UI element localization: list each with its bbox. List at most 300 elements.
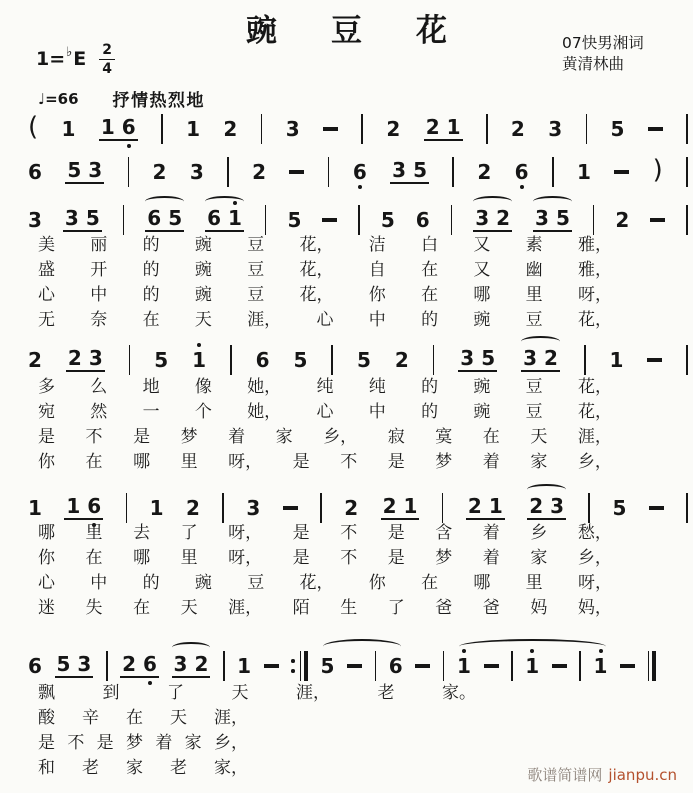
lyric-syllable: 哪: [38, 523, 55, 543]
lyric-syllable: 的: [142, 573, 160, 593]
time-signature: [99, 42, 115, 77]
note: 1: [594, 656, 608, 676]
music-system-2: [28, 143, 688, 197]
lyric-syllable: 寞: [435, 427, 453, 447]
lyric-syllable: 豆: [525, 310, 543, 330]
slur-arc: [205, 196, 244, 207]
dash-note: [650, 218, 665, 221]
lyric-syllable: 梦: [180, 427, 198, 447]
lyric-syllable: 呀，: [577, 573, 612, 593]
lyrics-row: [38, 706, 248, 731]
note: 5: [555, 206, 570, 230]
lyric-syllable: 豌: [194, 235, 212, 255]
lyric-syllable: 中: [90, 285, 108, 305]
time-signature-numerator: 2: [99, 42, 115, 60]
beam-group: [66, 348, 105, 372]
barline: [265, 205, 267, 235]
dash-note: [264, 664, 279, 667]
lyric-syllable: 心: [316, 310, 334, 330]
lyric-syllable: 花，: [299, 573, 334, 593]
barline: [686, 493, 688, 523]
lyric-syllable: 你: [38, 452, 55, 472]
lyric-syllable: 中: [368, 310, 386, 330]
lyric-syllable: 花，: [577, 402, 612, 422]
watermark-site-name: 歌谱简谱网: [527, 766, 603, 784]
dash-note: [552, 664, 567, 667]
lyric-syllable: 哪: [133, 452, 151, 472]
lyric-syllable: 在: [482, 427, 500, 447]
lyric-syllable: 梦: [435, 548, 453, 568]
slur-arc: [473, 196, 512, 207]
lyric-syllable: 豆: [247, 573, 265, 593]
note: 1: [576, 160, 591, 184]
barline: [452, 157, 454, 187]
note: 1: [237, 654, 252, 678]
note: 6: [353, 162, 367, 182]
barline: [223, 651, 225, 681]
note: 1: [61, 117, 76, 141]
beam-group: [533, 208, 572, 232]
note: 3: [460, 346, 475, 370]
barline: [320, 493, 322, 523]
note: 5: [293, 348, 308, 372]
barline: [586, 114, 588, 144]
slur-arc: [527, 484, 566, 495]
octave-dot-high: [197, 343, 201, 347]
barline: [128, 157, 130, 187]
lyric-syllable: 是: [96, 733, 114, 753]
beam-group: [466, 496, 505, 520]
barline: [686, 205, 688, 235]
note: 5: [380, 208, 395, 232]
lyric-syllable: 老: [82, 758, 99, 778]
lyric-syllable: 自: [368, 260, 386, 280]
note: 2: [122, 652, 137, 676]
note: 2: [394, 348, 409, 372]
note: 1: [186, 117, 200, 141]
open-paren: (: [28, 112, 39, 142]
dash-note: [648, 127, 663, 130]
barline: [451, 205, 453, 235]
repeat-dot: [291, 669, 295, 673]
lyric-syllable: 豆: [247, 235, 265, 255]
repeat-dot: [291, 659, 295, 663]
time-signature-denominator: 4: [102, 61, 113, 78]
lyrics-row: [38, 425, 612, 450]
note: 1: [192, 350, 206, 370]
metronome-mark: ♩=66: [38, 89, 79, 108]
lyric-syllable: 去: [133, 523, 151, 543]
lyric-syllable: 像: [194, 377, 212, 397]
barline: [227, 157, 229, 187]
lyrics-block-1: [38, 233, 612, 333]
barline: [361, 114, 363, 144]
lyric-syllable: 在: [142, 310, 160, 330]
beam-group: [55, 654, 94, 678]
lyric-syllable: 豌: [194, 573, 212, 593]
key-signature: [36, 42, 115, 77]
note: 3: [28, 208, 42, 232]
barline: [443, 651, 445, 681]
lyric-syllable: 飘: [38, 683, 55, 703]
lyric-syllable: 无: [38, 310, 55, 330]
dash-note: [323, 127, 338, 130]
barline: [161, 114, 163, 144]
note: 5: [320, 654, 335, 678]
barline: [230, 345, 232, 375]
lyric-syllable: 家，: [214, 758, 248, 778]
lyric-syllable: 不: [67, 733, 85, 753]
lyric-syllable: 素: [525, 235, 543, 255]
dash-note: [484, 664, 499, 667]
lyric-syllable: 老: [170, 758, 187, 778]
dash-note: [649, 506, 664, 509]
lyric-syllable: 呀，: [228, 523, 263, 543]
flat-sign: ♭: [66, 45, 73, 61]
note: 1: [66, 494, 81, 518]
note: 5: [356, 348, 371, 372]
beam-group: [65, 160, 104, 184]
lyric-syllable: 天: [170, 708, 187, 728]
lyric-syllable: 中: [90, 573, 108, 593]
lyric-syllable: 是: [387, 548, 405, 568]
lyrics-row: [38, 450, 612, 475]
lyric-syllable: 天: [194, 310, 212, 330]
lyric-syllable: 花，: [299, 235, 334, 255]
lyrics-row: [38, 521, 612, 546]
lyric-syllable: 然: [90, 402, 108, 422]
lyric-syllable: 美: [38, 235, 55, 255]
lyric-syllable: 着: [228, 427, 246, 447]
note: 5: [56, 652, 71, 676]
lyric-syllable: 你: [38, 548, 55, 568]
note: 5: [154, 348, 169, 372]
barline: [442, 493, 444, 523]
lyric-syllable: 不: [340, 548, 358, 568]
lyrics-row: [38, 756, 248, 781]
note: 2: [252, 160, 267, 184]
lyrics-row: [38, 681, 476, 706]
lyric-syllable: 家: [184, 733, 202, 753]
lyric-syllable: 里: [525, 285, 543, 305]
dash-note: [283, 506, 298, 509]
note: 3: [246, 496, 261, 520]
note: 2: [467, 494, 482, 518]
watermark: [527, 764, 677, 785]
beam-group: [473, 208, 512, 232]
lyric-syllable: 奈: [90, 310, 108, 330]
lyric-syllable: 妈: [530, 598, 548, 618]
barline: [123, 205, 125, 235]
slur-arc: [172, 642, 211, 653]
lyrics-block-3: [38, 521, 612, 621]
note: 5: [610, 117, 625, 141]
lyric-syllable: 着: [482, 452, 500, 472]
lyrics-row: [38, 375, 612, 400]
lyric-syllable: 家: [126, 758, 143, 778]
lyrics-row: [38, 308, 612, 333]
note: 3: [550, 494, 565, 518]
lyrics-row: [38, 731, 248, 756]
lyric-syllable: 花，: [299, 285, 334, 305]
composer-credit: 黄清林曲: [562, 55, 625, 73]
barline: [222, 493, 224, 523]
note: 5: [612, 496, 627, 520]
note: 3: [189, 160, 204, 184]
lyric-syllable: 的: [142, 235, 160, 255]
lyrics-row: [38, 571, 612, 596]
lyric-syllable: 着: [482, 523, 500, 543]
final-barline: [648, 651, 656, 681]
lyric-syllable: 哪: [473, 573, 491, 593]
watermark-domain: jianpu.cn: [608, 766, 677, 784]
note: 2: [186, 496, 200, 520]
close-paren: ): [652, 155, 663, 185]
note: 2: [344, 496, 359, 520]
lyric-syllable: 涯，: [214, 708, 248, 728]
lyric-syllable: 她，: [247, 402, 282, 422]
lyric-syllable: 在: [421, 260, 439, 280]
beam-group: [120, 654, 159, 678]
lyric-syllable: 么: [90, 377, 108, 397]
lyric-syllable: 家: [530, 548, 548, 568]
note: 2: [615, 208, 630, 232]
barline: [358, 205, 360, 235]
note: 2: [28, 348, 42, 372]
lyric-syllable: 花，: [577, 377, 612, 397]
note: 3: [392, 158, 407, 182]
note: 1: [28, 496, 42, 520]
title-char: 豆: [331, 13, 362, 49]
lyric-syllable: 老: [377, 683, 395, 703]
note: 2: [386, 117, 401, 141]
barline: [328, 157, 330, 187]
lyric-syllable: 雅，: [577, 235, 612, 255]
repeat-dots: [291, 659, 295, 672]
lyric-syllable: 含: [435, 523, 453, 543]
note: 1: [488, 494, 503, 518]
note: 6: [28, 160, 42, 184]
lyric-syllable: 洁: [368, 235, 386, 255]
beam-group: [172, 654, 211, 678]
lyric-syllable: 失: [85, 598, 103, 618]
lyric-syllable: 的: [421, 377, 439, 397]
lyric-syllable: 梦: [125, 733, 143, 753]
lyric-syllable: 呀，: [228, 452, 263, 472]
note: 5: [168, 206, 183, 230]
dash-note: [647, 358, 662, 361]
lyric-syllable: 乡: [530, 523, 548, 543]
lyric-syllable: 白: [421, 235, 439, 255]
note: 5: [481, 346, 496, 370]
note: 3: [88, 346, 103, 370]
note: 3: [285, 117, 300, 141]
lyric-syllable: 梦: [435, 452, 453, 472]
phrase-slur-arc: [459, 639, 606, 654]
lyric-syllable: 的: [142, 285, 160, 305]
lyric-syllable: 又: [473, 235, 491, 255]
barline: [686, 114, 688, 144]
lyric-syllable: 天: [180, 598, 198, 618]
lyric-syllable: 不: [85, 427, 103, 447]
beam-group: [424, 117, 463, 141]
lyric-syllable: 了: [180, 523, 198, 543]
note: 3: [64, 206, 79, 230]
note: 2: [544, 346, 558, 370]
lyric-syllable: 豌: [473, 377, 491, 397]
lyric-syllable: 陌: [292, 598, 310, 618]
lyric-syllable: 妈，: [577, 598, 612, 618]
note: 3: [77, 652, 92, 676]
lyric-syllable: 心: [38, 285, 55, 305]
barline-thick: [304, 651, 308, 681]
lyrics-block-2: [38, 375, 612, 475]
barline-thin: [300, 651, 302, 681]
dash-note: [614, 170, 629, 173]
lyric-syllable: 花，: [299, 260, 334, 280]
lyric-syllable: 了: [387, 598, 405, 618]
note: 6: [207, 206, 221, 230]
note: 2: [425, 115, 440, 139]
lyric-syllable: 呀，: [228, 548, 263, 568]
note: 3: [535, 206, 549, 230]
lyric-syllable: 呀，: [577, 285, 612, 305]
note: 6: [143, 654, 157, 674]
dash-note: [415, 664, 430, 667]
beam-group: [521, 348, 560, 372]
lyric-syllable: 盛: [38, 260, 55, 280]
beam-group: [145, 208, 184, 232]
note: 1: [525, 656, 539, 676]
lyric-syllable: 不: [340, 452, 358, 472]
barline-thick: [652, 651, 656, 681]
note: 1: [228, 208, 242, 228]
barline: [261, 114, 263, 144]
lyric-syllable: 不: [340, 523, 358, 543]
lyric-syllable: 是: [292, 523, 310, 543]
note: 1: [100, 115, 115, 139]
barline: [593, 205, 595, 235]
lyric-syllable: 在: [85, 452, 103, 472]
lyric-syllable: 是: [38, 733, 55, 753]
note: 6: [147, 206, 162, 230]
lyric-syllable: 着: [482, 548, 500, 568]
lyric-syllable: 家: [530, 452, 548, 472]
lyric-syllable: 和: [38, 758, 55, 778]
lyric-syllable: 在: [133, 598, 151, 618]
lyric-syllable: 是: [38, 427, 55, 447]
lyrics-row: [38, 258, 612, 283]
beam-group: [63, 208, 102, 232]
lyric-syllable: 涯，: [577, 427, 612, 447]
key-prefix: 1=: [36, 48, 66, 71]
note: 2: [152, 160, 167, 184]
lyric-syllable: 是: [387, 523, 405, 543]
note: 5: [67, 158, 82, 182]
lyrics-row: [38, 546, 612, 571]
beam-group: [390, 160, 429, 184]
dash-note: [289, 170, 304, 173]
lyric-syllable: 在: [85, 548, 103, 568]
lyric-syllable: 天: [231, 683, 249, 703]
lyric-syllable: 涯，: [228, 598, 263, 618]
note: 2: [67, 346, 82, 370]
lyric-syllable: 豌: [473, 402, 491, 422]
beam-group: [205, 208, 244, 232]
lyric-syllable: 豆: [525, 377, 543, 397]
note: 1: [457, 656, 471, 676]
lyric-syllable: 辛: [82, 708, 99, 728]
lyric-syllable: 是: [133, 427, 151, 447]
lyric-syllable: 豆: [247, 285, 265, 305]
lyric-syllable: 爸: [435, 598, 453, 618]
expression-text: 抒情热烈地: [112, 91, 206, 111]
barline: [511, 651, 513, 681]
lyric-syllable: 豌: [194, 260, 212, 280]
lyric-syllable: 的: [421, 402, 439, 422]
lyric-syllable: 的: [142, 260, 160, 280]
barline-thin: [648, 651, 650, 681]
note: 1: [609, 348, 624, 372]
phrase-slur-arc: [323, 639, 401, 654]
note: 1: [403, 494, 418, 518]
octave-dot-low: [520, 185, 524, 189]
lyric-syllable: 豆: [525, 402, 543, 422]
dash-note: [322, 218, 337, 221]
lyric-syllable: 纯: [368, 377, 386, 397]
lyric-syllable: 爸: [482, 598, 500, 618]
beam-group: [381, 496, 420, 520]
lyric-syllable: 哪: [473, 285, 491, 305]
lyric-syllable: 涯，: [296, 683, 330, 703]
lyrics-block-4: [38, 681, 476, 781]
lyric-syllable: 你: [368, 285, 386, 305]
lyric-syllable: 心: [316, 402, 334, 422]
note: 3: [523, 346, 538, 370]
lyric-syllable: 家: [275, 427, 293, 447]
lyric-syllable: 多: [38, 377, 55, 397]
lyrics-row: [38, 400, 612, 425]
lyric-syllable: 的: [421, 310, 439, 330]
slur-arc: [145, 196, 184, 207]
title-char: 花: [416, 13, 447, 49]
barline: [552, 157, 554, 187]
note: 6: [388, 654, 403, 678]
lyric-syllable: 她，: [247, 377, 282, 397]
lyric-syllable: 又: [473, 260, 491, 280]
lyric-syllable: 幽: [525, 260, 543, 280]
lyric-syllable: 是: [292, 548, 310, 568]
slur-arc: [533, 196, 572, 207]
lyric-syllable: 花，: [577, 310, 612, 330]
barline: [126, 493, 128, 523]
barline: [486, 114, 488, 144]
credits: [562, 33, 644, 75]
beam-group: [64, 496, 103, 520]
barline: [588, 493, 590, 523]
slur-arc: [521, 336, 560, 347]
lyric-syllable: 乡，: [213, 733, 248, 753]
lyric-syllable: 在: [421, 285, 439, 305]
note: 2: [223, 117, 238, 141]
lyric-syllable: 了: [167, 683, 184, 703]
lyric-syllable: 家。: [442, 683, 476, 703]
note: 5: [287, 208, 302, 232]
lyrics-row: [38, 283, 612, 308]
note: 6: [415, 208, 430, 232]
lyric-syllable: 里: [180, 452, 198, 472]
barline: [579, 651, 581, 681]
